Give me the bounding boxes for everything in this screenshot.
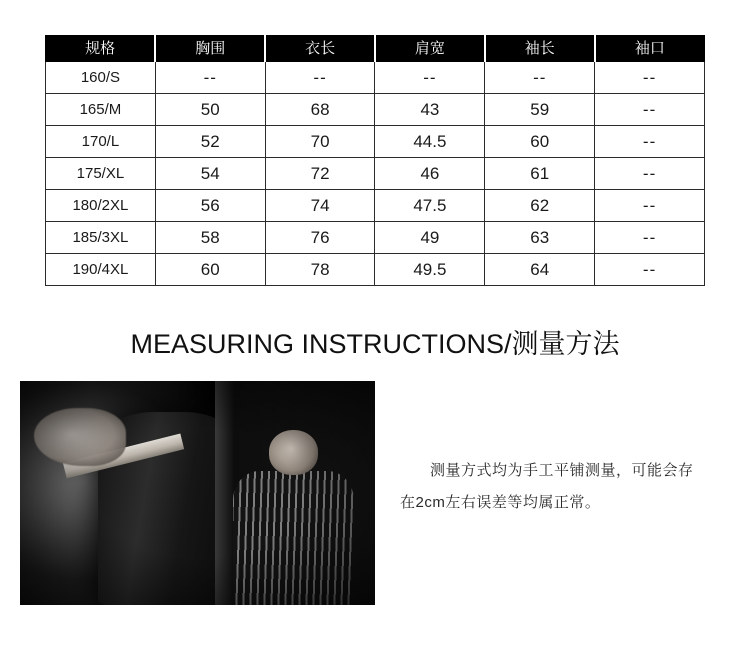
cell-shoulder: 49 bbox=[375, 222, 485, 254]
cell-shoulder: 47.5 bbox=[375, 190, 485, 222]
photo-vignette bbox=[20, 381, 375, 605]
cell-length: 72 bbox=[265, 158, 375, 190]
cell-cuff: -- bbox=[595, 222, 705, 254]
column-header-chest: 胸围 bbox=[155, 36, 265, 62]
size-table-body bbox=[46, 62, 705, 286]
cell-shoulder: 46 bbox=[375, 158, 485, 190]
cell-spec: 180/2XL bbox=[46, 190, 156, 222]
cell-spec: 170/L bbox=[46, 126, 156, 158]
table-row bbox=[46, 222, 705, 254]
note-line-1: 测量方式均为手工平铺测量，可能会存 bbox=[430, 462, 694, 479]
section-heading: MEASURING INSTRUCTIONS/测量方法 bbox=[130, 329, 620, 359]
cell-sleeve-length: 64 bbox=[485, 254, 595, 286]
cell-length: 68 bbox=[265, 94, 375, 126]
cell-length: -- bbox=[265, 62, 375, 94]
cell-sleeve-length: 59 bbox=[485, 94, 595, 126]
size-table-head bbox=[46, 36, 705, 62]
cell-spec: 165/M bbox=[46, 94, 156, 126]
cell-sleeve-length: 62 bbox=[485, 190, 595, 222]
cell-shoulder: -- bbox=[375, 62, 485, 94]
size-table bbox=[45, 35, 705, 286]
cell-chest: -- bbox=[155, 62, 265, 94]
cell-cuff: -- bbox=[595, 190, 705, 222]
cell-cuff: -- bbox=[595, 158, 705, 190]
cell-chest: 52 bbox=[155, 126, 265, 158]
cell-cuff: -- bbox=[595, 254, 705, 286]
cell-sleeve-length: 63 bbox=[485, 222, 595, 254]
column-header-sleeve-length: 袖长 bbox=[485, 36, 595, 62]
column-header-length: 衣长 bbox=[265, 36, 375, 62]
column-header-shoulder: 肩宽 bbox=[375, 36, 485, 62]
cell-shoulder: 43 bbox=[375, 94, 485, 126]
cell-length: 78 bbox=[265, 254, 375, 286]
table-row bbox=[46, 158, 705, 190]
table-row bbox=[46, 62, 705, 94]
cell-length: 74 bbox=[265, 190, 375, 222]
cell-chest: 54 bbox=[155, 158, 265, 190]
size-table-container bbox=[45, 35, 705, 286]
column-header-cuff: 袖口 bbox=[595, 36, 705, 62]
cell-length: 76 bbox=[265, 222, 375, 254]
column-header-spec: 规格 bbox=[46, 36, 156, 62]
table-row bbox=[46, 94, 705, 126]
cell-spec: 190/4XL bbox=[46, 254, 156, 286]
cell-cuff: -- bbox=[595, 94, 705, 126]
cell-chest: 50 bbox=[155, 94, 265, 126]
cell-shoulder: 49.5 bbox=[375, 254, 485, 286]
tailor-photo bbox=[20, 381, 375, 605]
cell-shoulder: 44.5 bbox=[375, 126, 485, 158]
cell-spec: 185/3XL bbox=[46, 222, 156, 254]
cell-sleeve-length: -- bbox=[485, 62, 595, 94]
cell-length: 70 bbox=[265, 126, 375, 158]
table-row bbox=[46, 254, 705, 286]
note-line-2: 在2cm左右误差等均属正常。 bbox=[400, 494, 601, 511]
cell-sleeve-length: 60 bbox=[485, 126, 595, 158]
cell-chest: 60 bbox=[155, 254, 265, 286]
cell-spec: 175/XL bbox=[46, 158, 156, 190]
cell-cuff: -- bbox=[595, 126, 705, 158]
cell-chest: 58 bbox=[155, 222, 265, 254]
table-header-row bbox=[46, 36, 705, 62]
table-row bbox=[46, 190, 705, 222]
cell-spec: 160/S bbox=[46, 62, 156, 94]
cell-cuff: -- bbox=[595, 62, 705, 94]
table-row bbox=[46, 126, 705, 158]
cell-chest: 56 bbox=[155, 190, 265, 222]
measurement-note bbox=[400, 455, 710, 519]
cell-sleeve-length: 61 bbox=[485, 158, 595, 190]
